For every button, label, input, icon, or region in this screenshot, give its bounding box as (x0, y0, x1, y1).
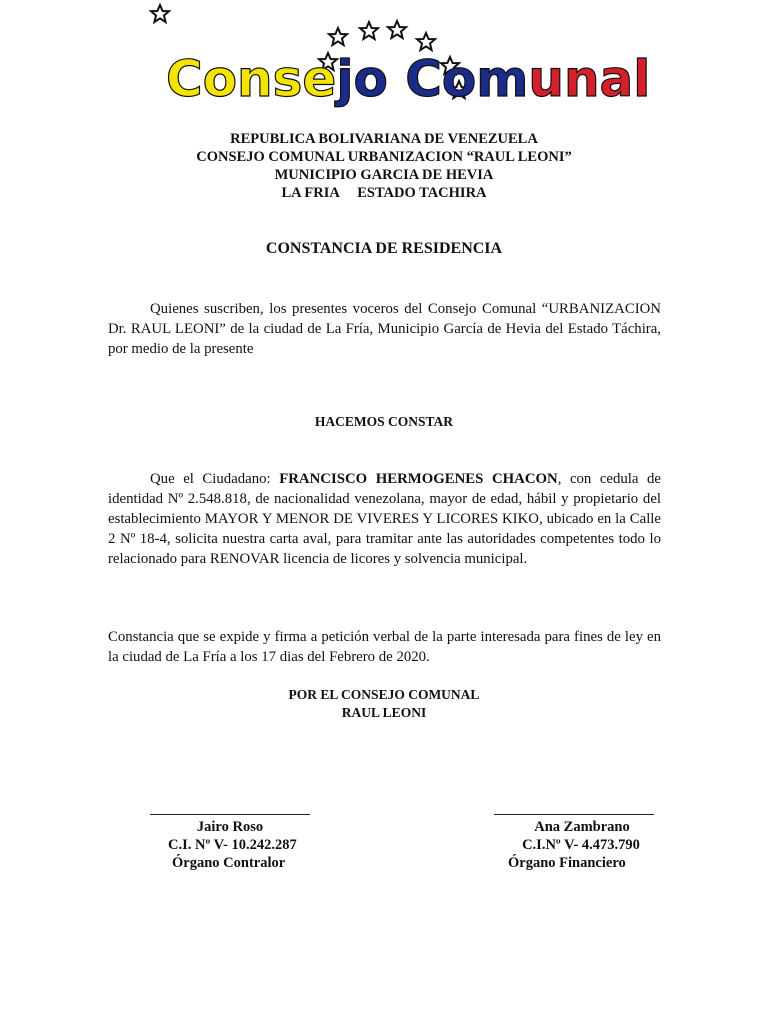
document-header (0, 130, 768, 202)
signature-line (494, 814, 654, 815)
svg-text:Consejo Comunal: Consejo Comunal (166, 50, 651, 108)
signer-name: Jairo Roso (196, 819, 264, 835)
signer-name: Ana Zambrano (534, 819, 630, 835)
stars-icon (151, 5, 169, 22)
signer-role: Órgano Contralor (172, 855, 286, 871)
body-paragraph (108, 469, 661, 569)
signer-ci: C.I.Nº V- 4.473.790 (522, 837, 640, 853)
header-line-republica: REPUBLICA BOLIVARIANA DE VENEZUELA (230, 131, 538, 147)
document-title: CONSTANCIA DE RESIDENCIA (265, 240, 503, 257)
signing-entity (0, 686, 768, 722)
citizen-name: FRANCISCO HERMOGENES CHACON (279, 471, 558, 487)
hacemos-constar-heading: HACEMOS CONSTAR (314, 414, 454, 429)
header-line-estado: LA FRIA ESTADO TACHIRA (281, 185, 487, 201)
logo-graphic (160, 14, 651, 114)
header-line-consejo: CONSEJO COMUNAL URBANIZACION “RAUL LEONI” (196, 149, 572, 165)
signer-role: Órgano Financiero (508, 855, 626, 871)
por-line-1: POR EL CONSEJO COMUNAL (288, 687, 480, 702)
signature-line (150, 814, 310, 815)
header-line-municipio: MUNICIPIO GARCIA DE HEVIA (274, 167, 494, 183)
por-line-2: RAUL LEONI (341, 705, 427, 720)
signature-block-contralor (150, 814, 310, 872)
body-prefix: Que el Ciudadano: (150, 471, 280, 487)
intro-paragraph: Quienes suscriben, los presentes voceros del Consejo Comunal “URBANIZACION Dr. RAUL LEONI” de la ciudad de La Fría, Municipio García de Hevia del Estado Táchira, por medio de la presente (108, 301, 661, 357)
body-rest: , con cedula de identidad Nº 2.548.818, de nacionalidad venezolana, mayor de edad, hábil y propietario del establecimiento MAYOR Y MENOR DE VIVERES Y LICORES KIKO, ubicado en la Calle 2 Nº 18-4, solicita nuestra carta aval, para tramitar ante las autoridades competentes todo lo relacionado para RENOVAR licencia de licores y solvencia municipal. (108, 471, 661, 567)
signature-block-financiero (494, 814, 654, 872)
signer-ci: C.I. Nº V- 10.242.287 (168, 837, 297, 853)
closing-paragraph: Constancia que se expide y firma a petición verbal de la parte interesada para fines de ley en la ciudad de La Fría a los 17 dias del Febrero de 2020. (108, 629, 661, 665)
consejo-comunal-logo (160, 14, 651, 114)
